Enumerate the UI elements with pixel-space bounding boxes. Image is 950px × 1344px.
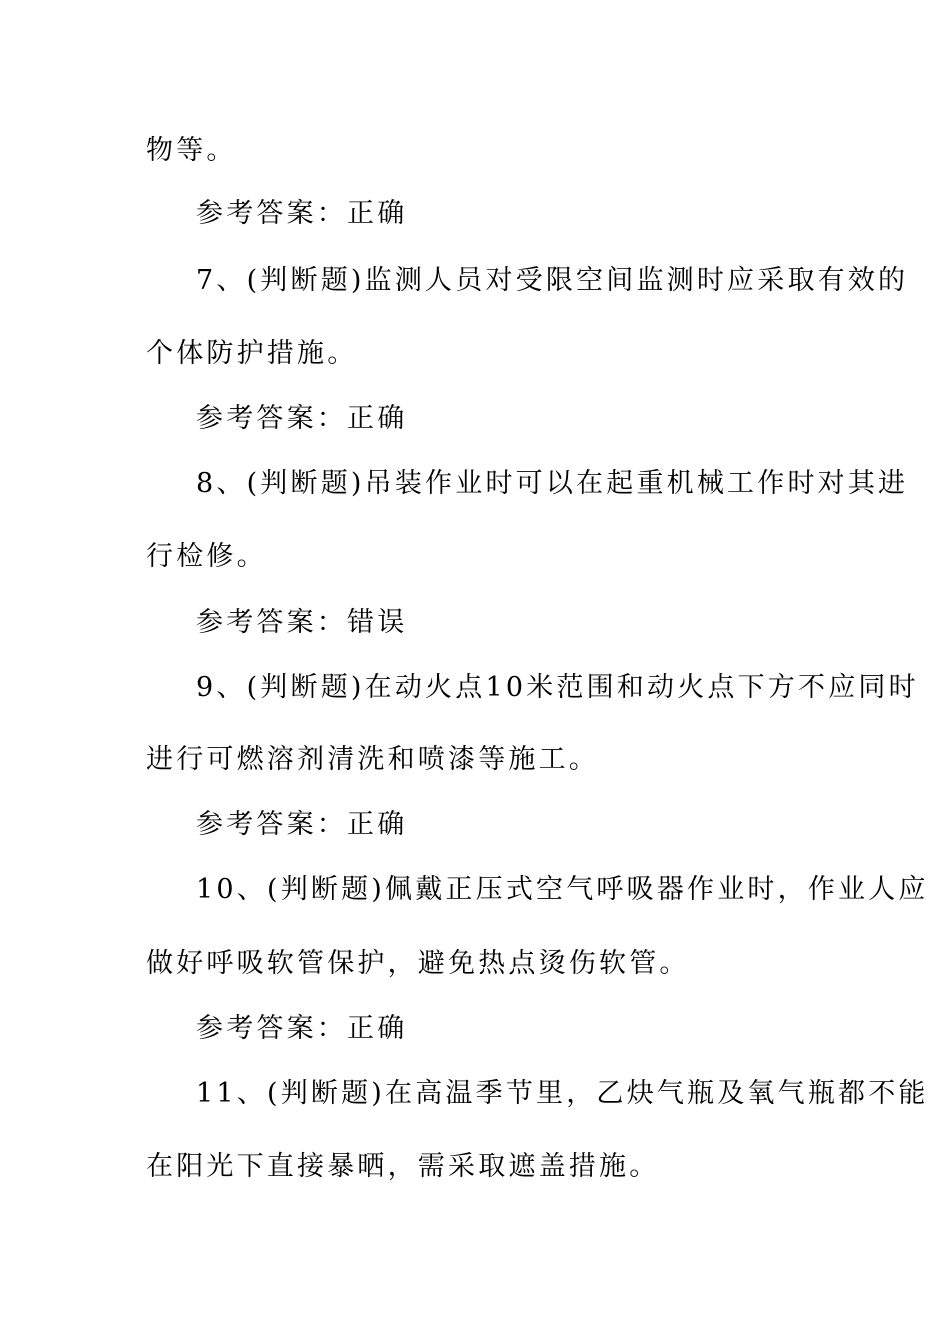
- question-10-prefix: 10、(判断题): [196, 874, 386, 905]
- question-8-text: 吊装作业时可以在起重机械工作时对其进: [364, 468, 909, 499]
- question-8-prefix: 8、(判断题): [196, 468, 365, 499]
- continuation-text: 物等。: [146, 135, 237, 166]
- question-10-line-1: [196, 873, 929, 907]
- question-7-text: 监测人员对受限空间监测时应采取有效的: [364, 265, 909, 296]
- question-11-text: 在高温季节里，乙炔气瓶及氧气瓶都不能: [385, 1078, 929, 1109]
- question-7-line-2: 个体防护措施。: [146, 338, 358, 369]
- question-7-line-1: [196, 264, 908, 298]
- answer-7: 参考答案：正确: [196, 403, 408, 434]
- question-9-line-2: 进行可燃溶剂清洗和喷漆等施工。: [146, 744, 599, 775]
- question-7-prefix: 7、(判断题): [196, 265, 365, 296]
- answer-10: 参考答案：正确: [196, 1013, 408, 1044]
- question-11-line-2: 在阳光下直接暴晒，需采取遮盖措施。: [146, 1151, 660, 1182]
- question-11-prefix: 11、(判断题): [196, 1078, 386, 1109]
- question-8-line-1: [196, 467, 908, 501]
- answer-6: 参考答案：正确: [196, 198, 408, 229]
- question-11-line-1: [196, 1077, 929, 1111]
- question-8-line-2: 行检修。: [146, 541, 267, 572]
- answer-9: 参考答案：正确: [196, 809, 408, 840]
- question-9-prefix: 9、(判断题): [196, 672, 365, 703]
- question-10-line-2: 做好呼吸软管保护，避免热点烫伤软管。: [146, 948, 690, 979]
- answer-8: 参考答案：错误: [196, 607, 408, 638]
- question-10-text: 佩戴正压式空气呼吸器作业时，作业人应: [385, 874, 929, 905]
- question-9-line-1: [196, 671, 919, 705]
- question-9-text: 在动火点10米范围和动火点下方不应同时: [364, 672, 919, 703]
